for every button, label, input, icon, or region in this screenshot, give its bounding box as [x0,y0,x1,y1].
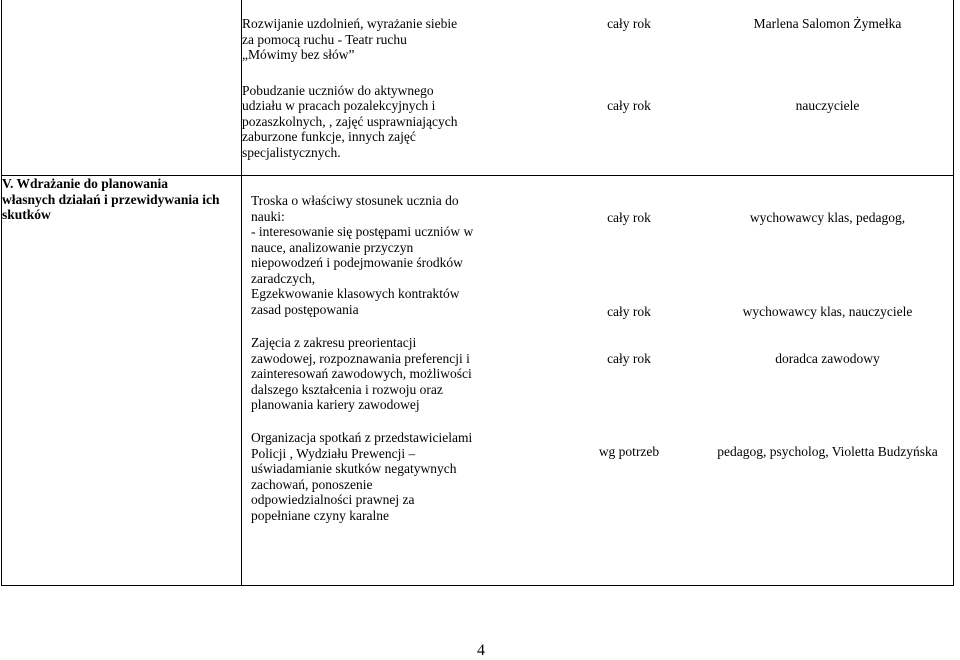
responsible-text: wychowawcy klas, nauczyciele [742,304,913,319]
table-row [2,63,954,176]
term-cell: cały rok [607,16,651,31]
activity-text: Troska o właściwy stosunek ucznia do nauki: - interesowanie się postępami uczniów w nauce, analizowanie przyczyn niepowodzeń i podejmowanie środków zaradczych, Egzekwowanie klasowych kontraktów zasad postępowania [251,193,474,317]
responsible-cell: nauczyciele [702,63,954,176]
table-row [2,176,954,586]
section-cell [2,63,242,176]
term-text: cały rok [607,304,651,319]
activity-text: Organizacja spotkań z przedstawicielami Policji , Wydziału Prewencji – uświadamianie skutków negatywnych zachowań, ponoszenie odpowiedzialności prawnej za popełniane czyny karalne [251,430,473,523]
section-cell [2,0,242,63]
responsible-text: pedagog, psycholog, Violetta Budzyńska [717,444,938,459]
activity-text: Zajęcia z zakresu preorientacji zawodowej, rozpoznawania preferencji i zainteresowań zawodowych, możliwości dalszego kształcenia i rozwoju oraz planowania kariery zawodowej [251,335,472,412]
activity-cell [242,176,954,586]
term-text: cały rok [607,210,651,225]
responsible-text: wychowawcy klas, pedagog, [749,210,906,225]
term-text: cały rok [607,351,651,366]
plan-table [1,0,954,586]
table-row [2,0,954,63]
activity-cell: Rozwijanie uzdolnień, wyrażanie siebie za pomocą ruchu - Teatr ruchu „Mówimy bez słów” [242,16,458,62]
responsible-text: doradca zawodowy [775,351,880,366]
term-cell: cały rok [556,63,702,176]
responsible-cell: Marlena Salomon Żymełka [753,16,902,31]
section-heading: V. Wdrażanie do planowania własnych działań i przewidywania ich skutków [2,176,242,586]
term-text: wg potrzeb [598,444,660,459]
activity-cell: Pobudzanie uczniów do aktywnego udziału w pracach pozalekcyjnych i pozaszkolnych, , zajęć usprawniających zaburzone funkcje, innych zajęć specjalistycznych. [242,63,557,176]
page-number: 4 [477,642,485,659]
